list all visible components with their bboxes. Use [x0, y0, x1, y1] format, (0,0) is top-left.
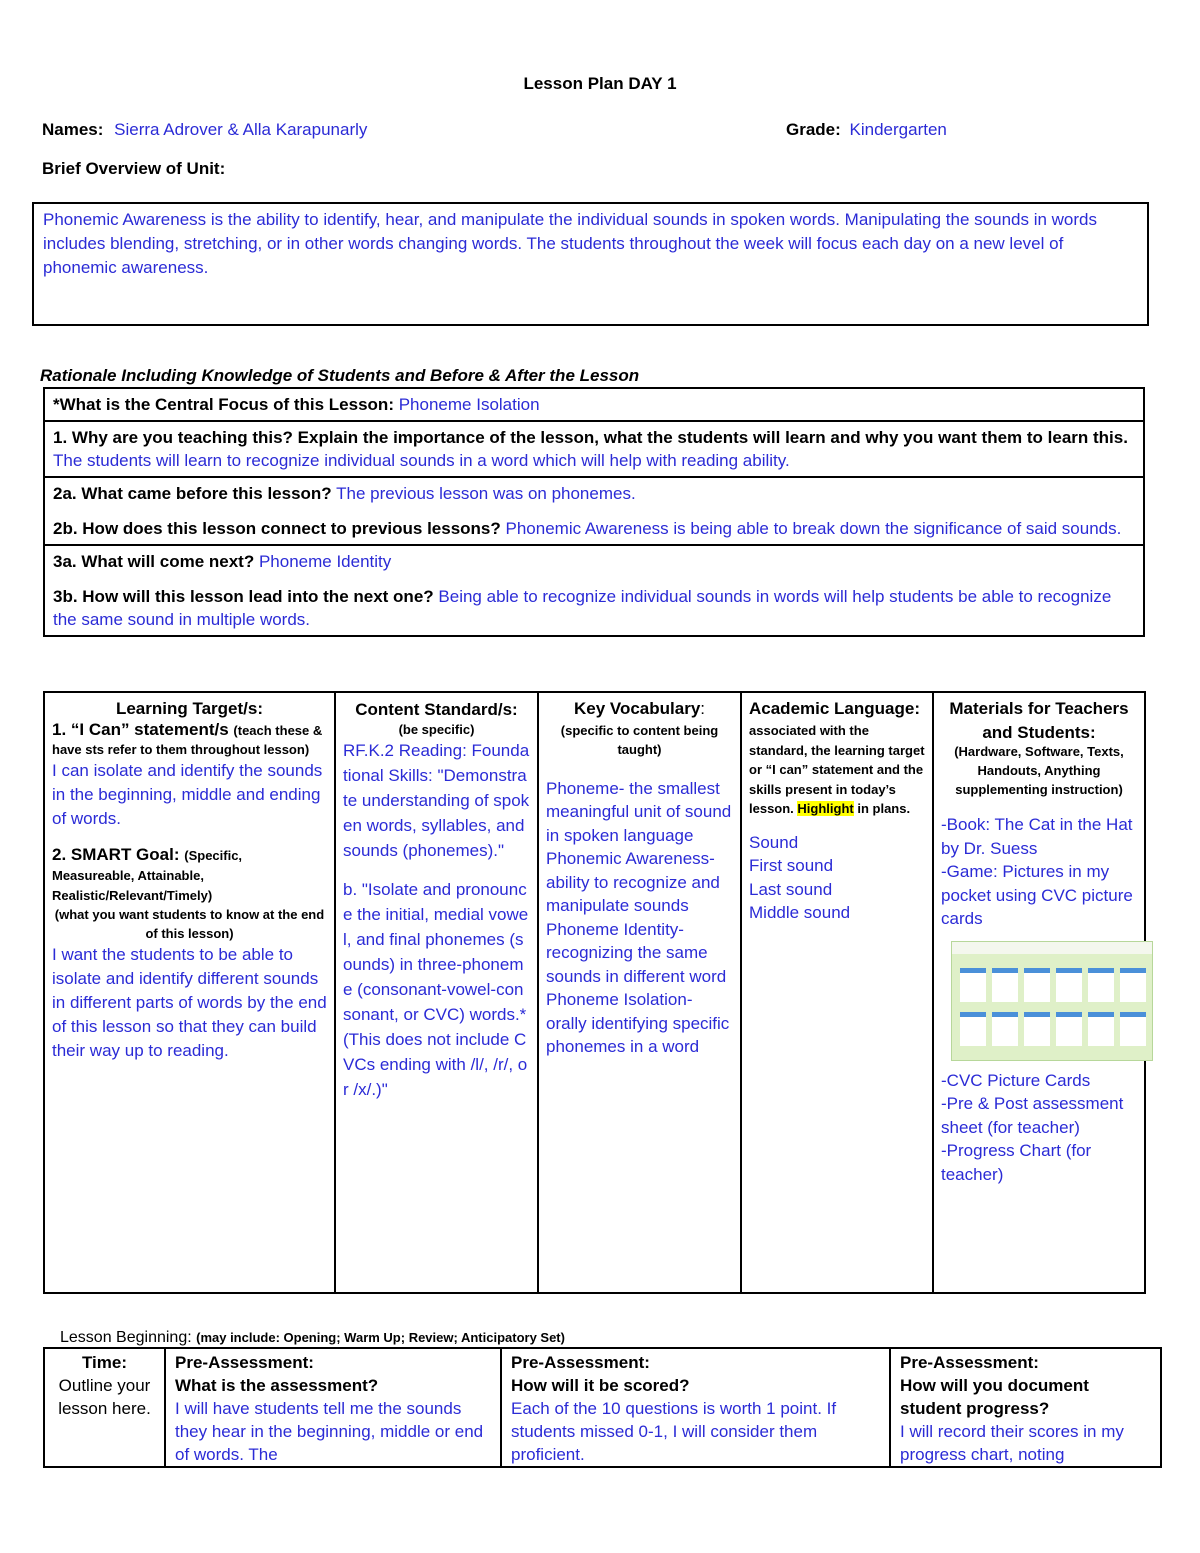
why-teaching-answer: The students will learn to recognize individual sounds in a word which will help with reading ability. — [53, 451, 790, 470]
overview-box: Phonemic Awareness is the ability to identify, hear, and manipulate the individual sounds in spoken words. Manipulating the sounds in words includes blending, stretching, or in other words changing words. The students throughout the week will focus each day on a new level of phonemic awareness. — [32, 202, 1149, 326]
why-teaching-question: 1. Why are you teaching this? Explain the importance of the lesson, what the students will learn and why you want them to learn this. — [53, 428, 1128, 447]
term-first-sound: First sound — [749, 856, 834, 875]
lead-into-question: 3b. How will this lesson lead into the next one? — [53, 587, 434, 606]
central-focus-question: *What is the Central Focus of this Lesson: — [53, 395, 394, 414]
assessment-scored-label: Pre-Assessment: — [511, 1353, 650, 1372]
come-next-answer: Phoneme Identity — [258, 552, 392, 571]
connect-question: 2b. How does this lesson connect to previous lessons? — [53, 519, 501, 538]
names-row — [42, 120, 367, 140]
content-standards-column — [336, 693, 539, 1292]
assessment-scored-column — [502, 1349, 891, 1466]
material-assessment-sheet: -Pre & Post assessment sheet (for teacher) — [941, 1094, 1124, 1137]
academic-terms — [749, 831, 925, 925]
smart-goal-text: I want the students to be able to isolate and identify different sounds in different parts of words by the end of this lesson so that they can build their way up to reading. — [52, 945, 327, 1060]
central-focus-answer: Phoneme Isolation — [398, 395, 540, 414]
time-outline-text: Outline your lesson here. — [58, 1376, 151, 1418]
after-lesson-row — [45, 546, 1143, 635]
content-standards-note: (be specific) — [398, 722, 475, 737]
term-sound: Sound — [749, 832, 799, 852]
come-next-question: 3a. What will come next? — [53, 552, 255, 571]
assessment-document-label: Pre-Assessment: — [900, 1353, 1039, 1372]
lead-into-answer: Being able to recognize individual sounds in words will help students be able to recognize the same sound in multiple words. — [53, 587, 1112, 629]
why-teaching-row — [45, 422, 1143, 478]
materials-header: Materials for Teachers and Students: — [949, 699, 1129, 742]
page-title: Lesson Plan DAY 1 — [523, 74, 677, 93]
materials-list-top — [941, 813, 1137, 931]
material-cvc-cards: -CVC Picture Cards — [941, 1070, 1091, 1090]
assessment-what-question: What is the assessment? — [175, 1376, 379, 1395]
lesson-beginning-note: (may include: Opening; Warm Up; Review; Anticipatory Set) — [196, 1330, 565, 1345]
term-last-sound: Last sound — [749, 879, 833, 899]
content-standards-header: Content Standard/s: — [355, 700, 518, 719]
central-focus-row — [45, 389, 1143, 422]
lesson-beginning-table — [43, 1347, 1162, 1468]
ican-statement: I can isolate and identify the sounds in the beginning, middle and ending of words. — [52, 761, 323, 828]
material-game: -Game: Pictures in my pocket using CVC picture cards — [941, 862, 1133, 928]
assessment-what-label: Pre-Assessment: — [175, 1353, 314, 1372]
key-vocabulary-column — [539, 693, 742, 1292]
lesson-beginning-heading — [60, 1328, 565, 1347]
before-lesson-row — [45, 478, 1143, 546]
names-value: Sierra Adrover & Alla Karapunarly — [114, 120, 368, 139]
time-label: Time: — [81, 1353, 128, 1372]
names-label: Names: — [42, 120, 104, 139]
assessment-what-column — [166, 1349, 502, 1466]
highlight-word: Highlight — [797, 801, 854, 816]
assessment-document-question: How will you document student progress? — [900, 1376, 1089, 1418]
rationale-heading: Rationale Including Knowledge of Students and Before & After the Lesson — [40, 366, 640, 385]
ican-note: (teach these & have sts refer to them throughout lesson) — [52, 723, 323, 757]
assessment-scored-question: How will it be scored? — [511, 1376, 690, 1395]
key-vocabulary-note: (specific to content being taught) — [560, 722, 719, 757]
cvc-cards-image — [951, 941, 1153, 1061]
academic-language-column — [742, 693, 934, 1292]
assessment-scored-answer: Each of the 10 questions is worth 1 point. If students missed 0-1, I will consider them proficient. — [511, 1399, 837, 1464]
materials-list-bottom — [941, 1069, 1137, 1187]
rationale-table — [43, 387, 1145, 637]
time-column — [45, 1349, 166, 1466]
material-book: -Book: The Cat in the Hat by Dr. Suess — [941, 815, 1133, 858]
grade-label: Grade: — [786, 120, 841, 139]
learning-targets-column — [45, 693, 336, 1292]
overview-label: Brief Overview of Unit: — [42, 159, 226, 178]
vocabulary-list: Phoneme- the smallest meaningful unit of sound in spoken language Phonemic Awareness- ability to recognize and manipulate sounds Phoneme Identity- recognizing the same sounds in different word Phoneme Isolation- orally identifying specific phonemes in a word — [546, 778, 732, 1056]
smart-goal-note-2: (what you want students to know at the end of this lesson) — [54, 907, 325, 941]
term-middle-sound: Middle sound — [749, 903, 851, 922]
smart-goal-label: 2. SMART Goal: — [52, 845, 180, 864]
lesson-beginning-label: Lesson Beginning: — [60, 1329, 192, 1346]
standard-rfk2: RF.K.2 Reading: Foundational Skills: "Demonstrate understanding of spoken words, syllables, and sounds (phonemes)." — [343, 741, 530, 860]
key-vocabulary-header: Key Vocabulary: — [573, 699, 706, 718]
material-progress-chart: -Progress Chart (for teacher) — [941, 1141, 1092, 1184]
came-before-question: 2a. What came before this lesson? — [53, 484, 332, 503]
smart-goal-note: (Specific, Measureable, Attainable, Realistic/Relevant/Timely) — [52, 848, 243, 903]
planning-table — [43, 691, 1146, 1294]
academic-language-header: Academic Language: — [749, 699, 920, 718]
materials-column — [934, 693, 1144, 1292]
assessment-document-answer: I will record their scores in my progress chart, noting — [900, 1422, 1124, 1464]
assessment-document-column — [891, 1349, 1160, 1466]
assessment-what-answer: I will have students tell me the sounds they hear in the beginning, middle or end of words. The — [175, 1399, 484, 1464]
grade-value: Kindergarten — [849, 120, 947, 139]
ican-label: 1. “I Can” statement/s — [52, 720, 229, 739]
came-before-answer: The previous lesson was on phonemes. — [336, 484, 636, 503]
standard-b: b. "Isolate and pronounce the initial, medial vowel, and final phonemes (sounds) in three-phoneme (consonant-vowel-consonant, or CVC) words.* (This does not include CVCs ending with /l/, /r/, or /x/.)" — [343, 880, 529, 1099]
connect-answer: Phonemic Awareness is being able to break down the significance of said sounds. — [505, 519, 1122, 538]
academic-language-note: associated with the standard, the learning target or “I can” statement and the skills present in today’s lesson. Highlight in plans. — [749, 723, 925, 816]
learning-targets-header: Learning Target/s: — [115, 699, 264, 718]
grade-row — [786, 120, 947, 140]
materials-note: (Hardware, Software, Texts, Handouts, Anything supplementing instruction) — [954, 744, 1124, 797]
